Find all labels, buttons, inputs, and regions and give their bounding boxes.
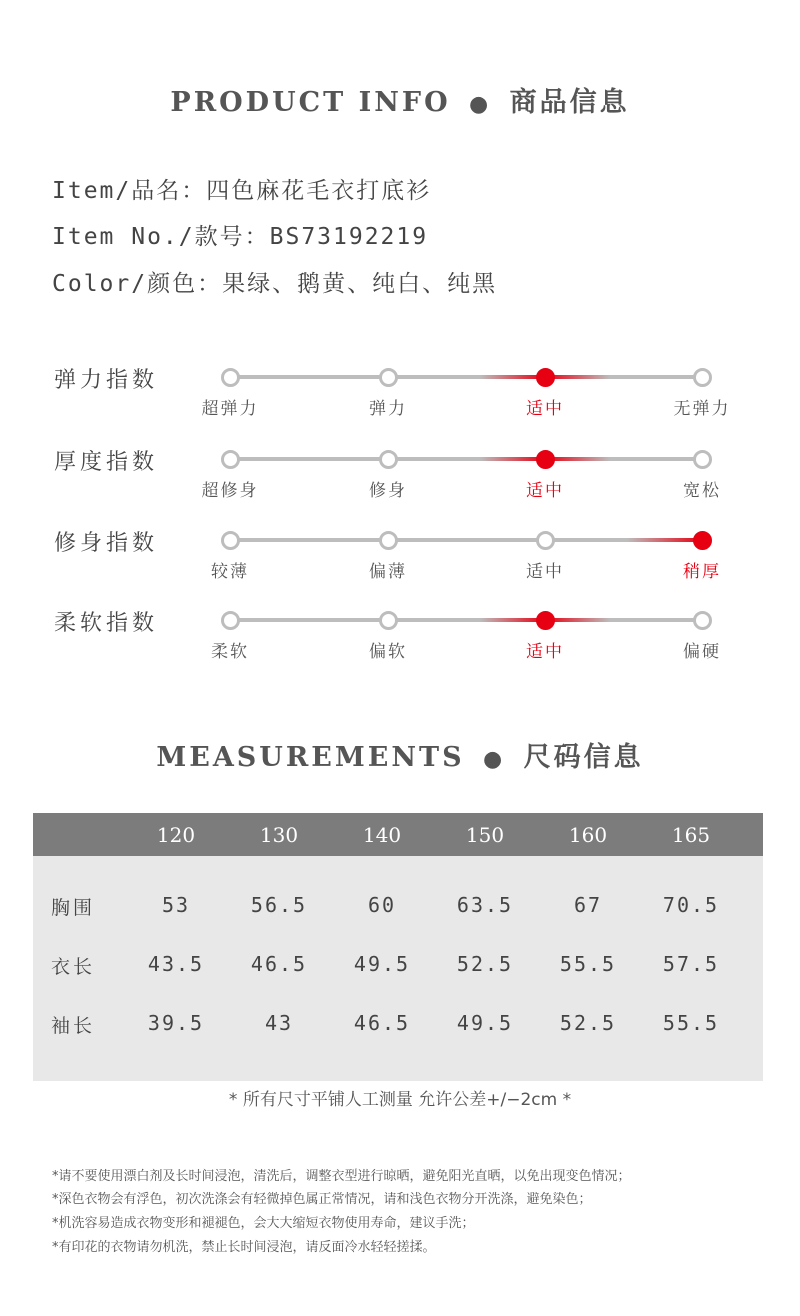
size-table xyxy=(33,813,763,1081)
index-node-selected xyxy=(536,368,555,387)
index-option-label: 超弹力 xyxy=(201,399,259,419)
measurement-cell: 43 xyxy=(264,1011,294,1035)
measurement-cell: 49.5 xyxy=(353,952,411,976)
measurements-title-en: MEASUREMENTS xyxy=(156,742,465,773)
index-node xyxy=(693,450,712,469)
title-bullet: ● xyxy=(469,91,492,117)
index-node xyxy=(693,368,712,387)
index-node xyxy=(221,368,240,387)
item-number-line: Item No./款号：BS73192219 xyxy=(52,224,429,250)
index-node xyxy=(221,531,240,550)
measurement-cell: 63.5 xyxy=(456,893,514,917)
measurements-title xyxy=(0,735,800,774)
measurement-row-label: 袖长 xyxy=(51,1015,96,1037)
index-option-label: 稍厚 xyxy=(683,562,721,582)
size-header-cell: 165 xyxy=(671,823,711,847)
measurement-cell: 56.5 xyxy=(250,893,308,917)
measurement-cell: 49.5 xyxy=(456,1011,514,1035)
size-table-header xyxy=(33,813,763,856)
measurement-cell: 52.5 xyxy=(456,952,514,976)
index-option-label: 适中 xyxy=(526,642,564,662)
index-option-label: 适中 xyxy=(526,481,564,501)
index-option-label: 柔软 xyxy=(211,642,249,662)
index-track xyxy=(230,538,702,542)
index-node xyxy=(693,611,712,630)
care-note: *有印花的衣物请勿机洗，禁止长时间浸泡，请反面冷水轻轻搓揉。 xyxy=(52,1240,436,1255)
size-header-cell: 140 xyxy=(362,823,402,847)
measurement-cell: 60 xyxy=(367,893,397,917)
measurement-cell: 39.5 xyxy=(147,1011,205,1035)
measurement-cell: 53 xyxy=(161,893,191,917)
index-option-label: 弹力 xyxy=(369,399,407,419)
measurement-cell: 46.5 xyxy=(353,1011,411,1035)
product-info-title xyxy=(0,80,800,119)
title-bullet: ● xyxy=(483,746,506,772)
index-option-label: 适中 xyxy=(526,562,564,582)
index-option-label: 适中 xyxy=(526,399,564,419)
index-node xyxy=(379,368,398,387)
index-node xyxy=(536,531,555,550)
index-track xyxy=(230,375,702,379)
measurement-cell: 55.5 xyxy=(662,1011,720,1035)
measurement-cell: 70.5 xyxy=(662,893,720,917)
index-option-label: 宽松 xyxy=(683,481,721,501)
size-header-cell: 120 xyxy=(156,823,196,847)
measurement-row-label: 衣长 xyxy=(51,956,96,978)
index-node-selected xyxy=(693,531,712,550)
measurement-cell: 55.5 xyxy=(559,952,617,976)
product-info-title-cn: 商品信息 xyxy=(509,87,630,118)
size-header-cell: 160 xyxy=(568,823,608,847)
measurement-cell: 57.5 xyxy=(662,952,720,976)
index-option-label: 较薄 xyxy=(211,562,249,582)
measurement-note: * 所有尺寸平铺人工测量 允许公差+/−2cm * xyxy=(228,1090,572,1110)
index-label: 弹力指数 xyxy=(54,368,159,393)
index-node xyxy=(221,611,240,630)
index-node xyxy=(379,611,398,630)
care-note: *机洗容易造成衣物变形和褪褪色，会大大缩短衣物使用寿命，建议手洗； xyxy=(52,1216,475,1231)
measurement-cell: 46.5 xyxy=(250,952,308,976)
measurement-cell: 52.5 xyxy=(559,1011,617,1035)
index-label: 柔软指数 xyxy=(54,611,159,636)
index-track xyxy=(230,618,702,622)
measurement-cell: 67 xyxy=(573,893,603,917)
index-option-label: 偏薄 xyxy=(369,562,407,582)
index-track xyxy=(230,457,702,461)
index-node-selected xyxy=(536,450,555,469)
index-option-label: 修身 xyxy=(369,481,407,501)
index-node-selected xyxy=(536,611,555,630)
index-label: 厚度指数 xyxy=(54,450,159,475)
index-highlight xyxy=(627,538,702,542)
size-header-cell: 150 xyxy=(465,823,505,847)
measurement-cell: 43.5 xyxy=(147,952,205,976)
index-label: 修身指数 xyxy=(54,531,159,556)
index-option-label: 偏软 xyxy=(369,642,407,662)
index-option-label: 超修身 xyxy=(201,481,259,501)
item-color-line: Color/颜色：果绿、鹅黄、纯白、纯黑 xyxy=(52,271,498,297)
size-header-cell: 130 xyxy=(259,823,299,847)
measurements-title-cn: 尺码信息 xyxy=(523,742,644,773)
index-option-label: 偏硬 xyxy=(683,642,721,662)
item-name-line: Item/品名：四色麻花毛衣打底衫 xyxy=(52,178,432,204)
index-option-label: 无弹力 xyxy=(673,399,731,419)
measurement-row-label: 胸围 xyxy=(51,897,96,919)
index-node xyxy=(221,450,240,469)
product-info-title-en: PRODUCT INFO xyxy=(170,87,451,118)
care-note: *请不要使用漂白剂及长时间浸泡，清洗后，调整衣型进行晾晒，避免阳光直晒，以免出现变色情况； xyxy=(52,1169,631,1184)
care-note: *深色衣物会有浮色，初次洗涤会有轻微掉色属正常情况，请和浅色衣物分开洗涤，避免染色； xyxy=(52,1192,592,1207)
index-node xyxy=(379,450,398,469)
index-node xyxy=(379,531,398,550)
